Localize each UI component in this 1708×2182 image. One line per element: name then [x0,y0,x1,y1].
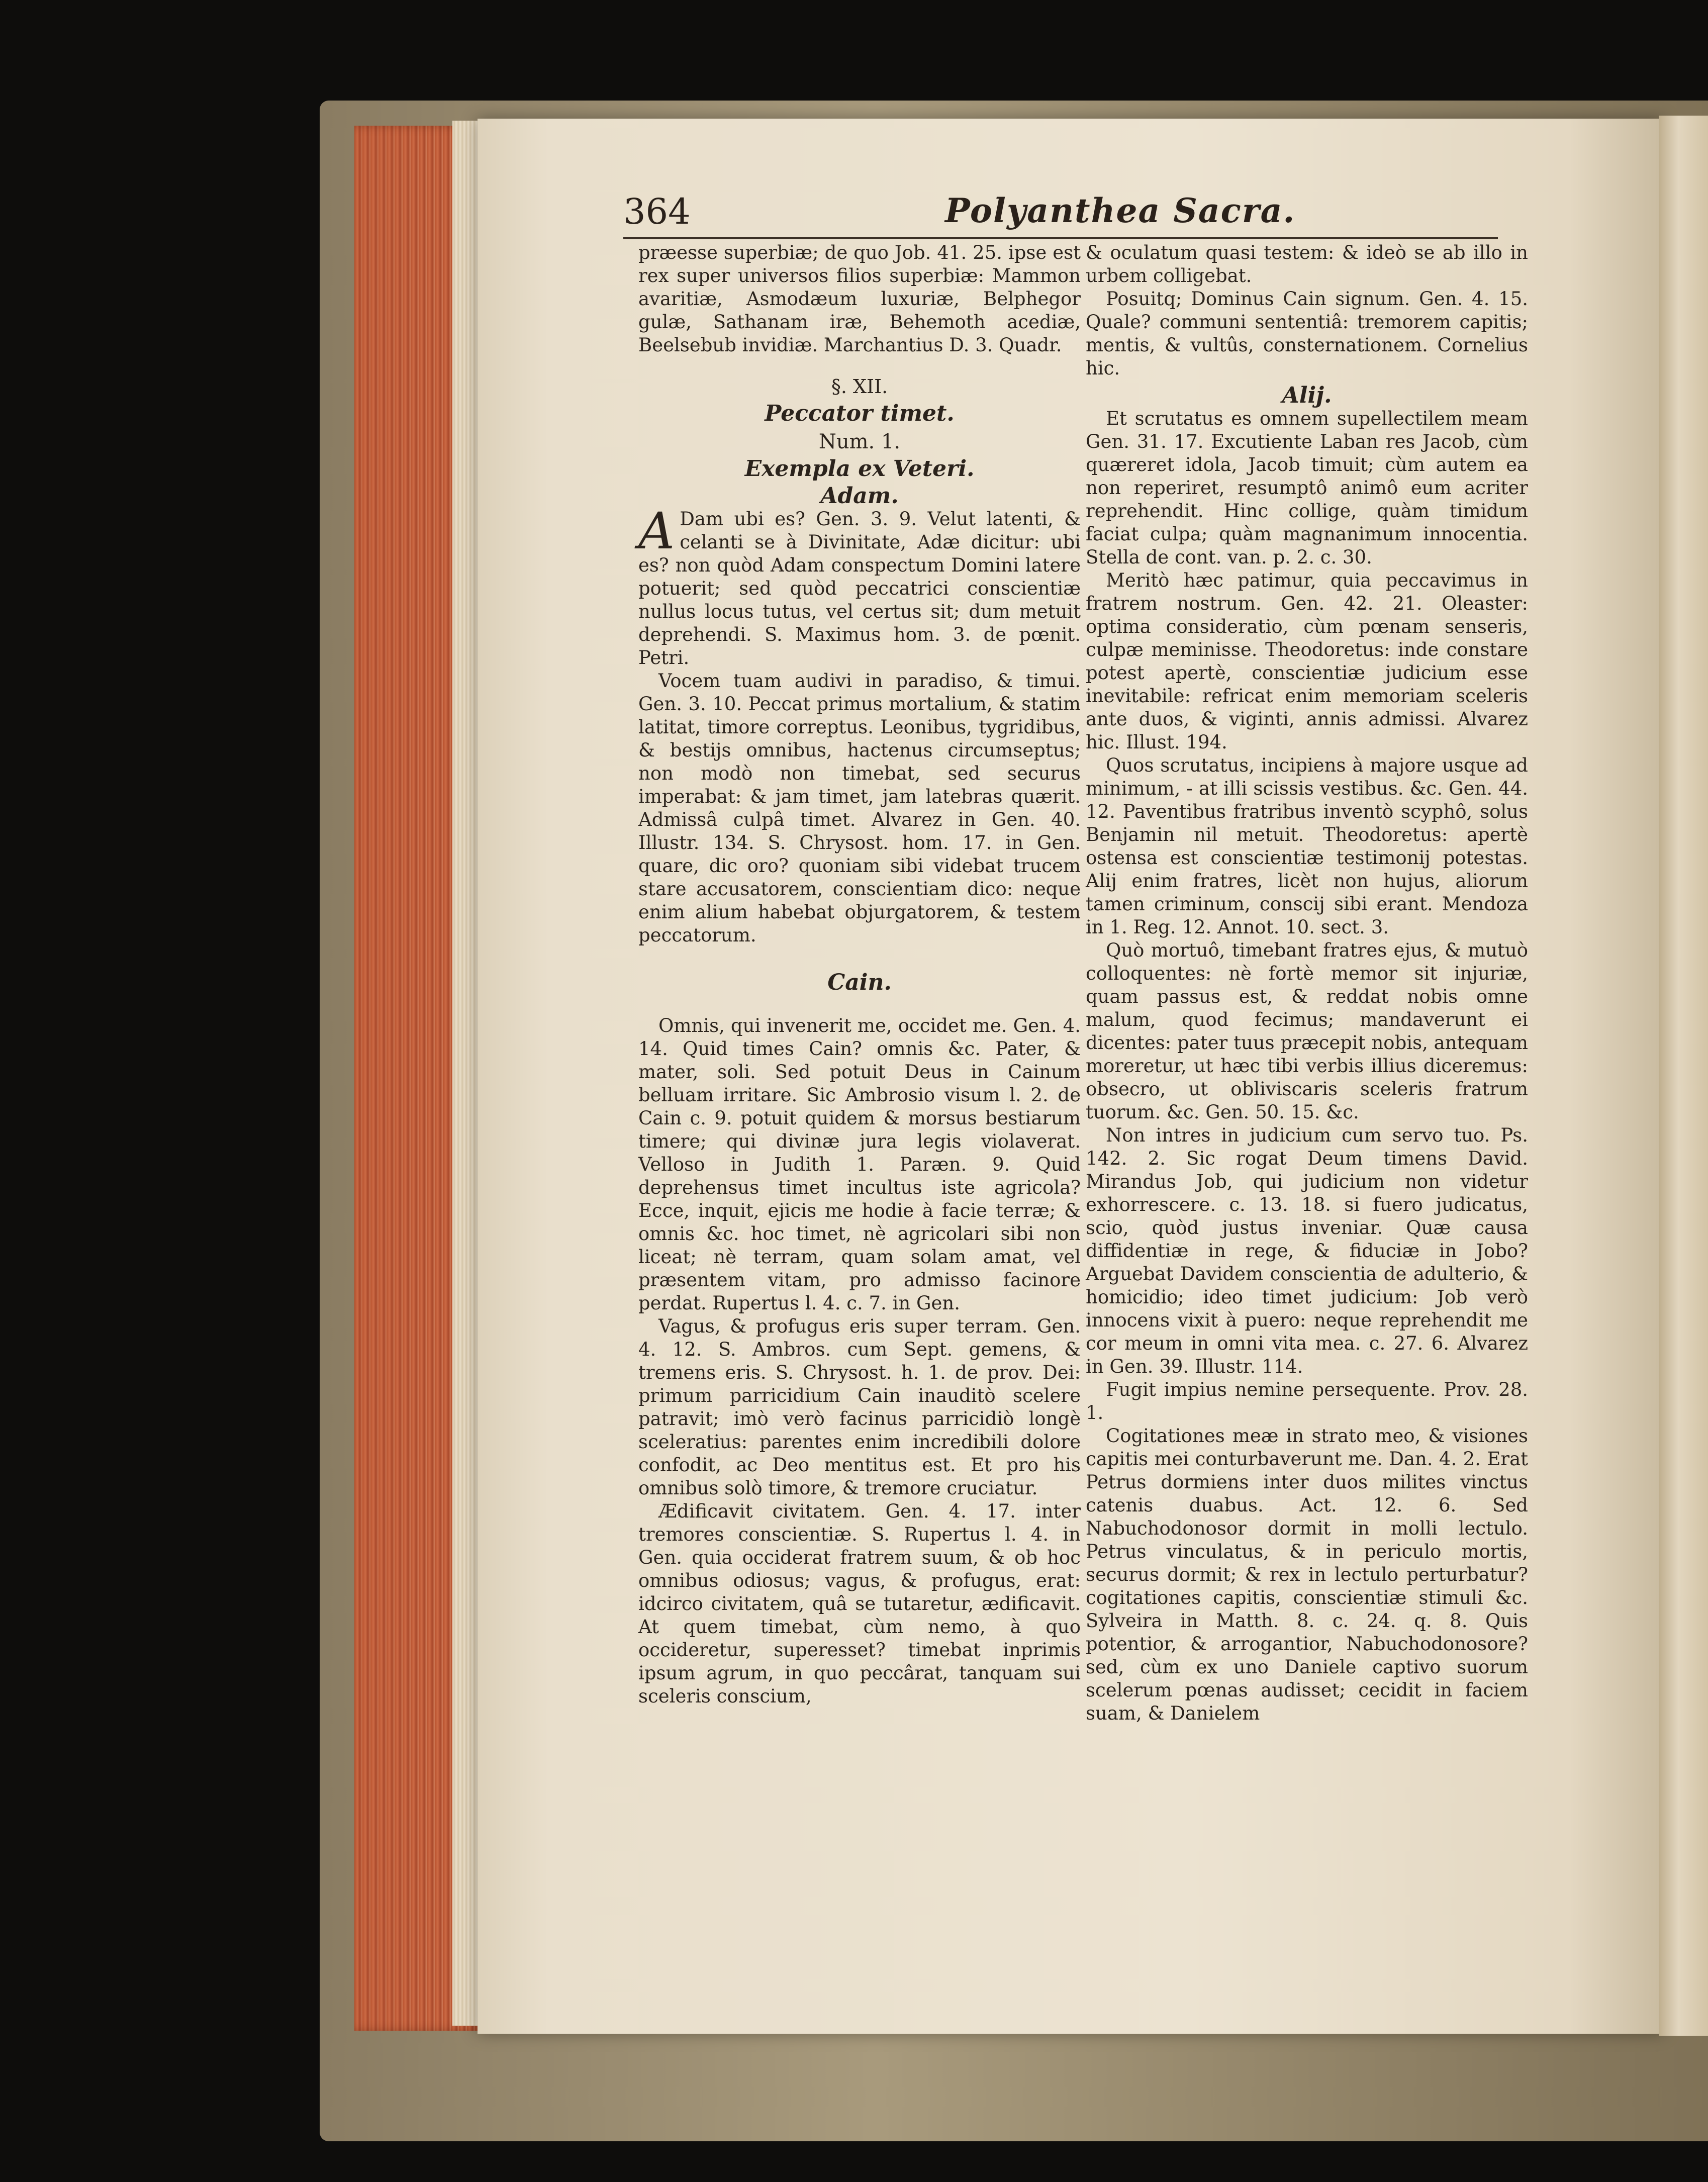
spacer [638,947,1081,967]
paragraph-text: Dam ubi es? Gen. 3. 9. Velut latenti, & celanti se à Divinitate, Adæ dicitur: ubi es? non quòd Adam conspectum Domini latere potuerit; sed quòd peccatrici conscientiæ nullus locus tutus, vel certus sit; dum metuit deprehendi. S. Maximus hom. 3. de pœnit. Petri. [638,508,1081,669]
subheading: Exempla ex Veteri. [744,456,975,482]
paragraph: Fugit impius nemine persequente. Prov. 28. 1. [1086,1379,1528,1424]
page-number: 364 [623,191,691,232]
paragraph: Et scrutatus es omnem supellectilem meam Gen. 31. 17. Excutiente Laban res Jacob, cùm quæreret idola, Jacob timuit; cùm autem ea non reperiret, resumptô animô eum acriter reprehendit. Hinc collige, quàm timidum faciat culpa; quàm magnanimum innocentia. Stella de cont. van. p. 2. c. 30. [1086,408,1528,568]
paragraph: Omnis, qui invenerit me, occidet me. Gen. 4. 14. Quid times Cain? omnis &c. Pater, & mater, soli. Sed potuit Deus in Cainum belluam irritare. Sic Ambrosio visum l. 2. de Cain c. 9. potuit quidem & morsus bestiarum timere; qui divinæ jura legis violaverat. Velloso in Judith 1. Paræn. 9. Quid deprehensus timet incultus iste agricola? Ecce, inquit, ejicis me hodie à facie terræ; & omnis &c. hoc timet, nè agricolari sibi non liceat; nè terram, quam solam amat, vel præsentem vitam, pro admisso facinore perdat. Rupertus l. 4. c. 7. in Gen. [638,1015,1081,1314]
paragraph: Ædificavit civitatem. Gen. 4. 17. inter tremores conscientiæ. S. Rupertus l. 4. in Gen. quia occiderat fratrem suum, & ob hoc omnibus odiosus; vagus, & profugus, erat: idcirco civitatem, quâ se tutaretur, ædificavit. At quem timebat, cùm nemo, à quo occideretur, superesset? timebat inprimis ipsum agrum, in quo peccârat, tanquam sui sceleris conscium, [638,1500,1081,1707]
number-heading: Num. 1. [818,430,901,453]
paragraph: Non intres in judicium cum servo tuo. Ps. 142. 2. Sic rogat Deum timens David. Mirandus Job, qui judicium non videtur exhorrescere. c. 13. 18. si fuero judicatus, scio, quòd justus inveniar. Quæ causa diffidentiæ in rege, & fiduciæ in Jobo? Arguebat Davidem conscientia de adulterio, & homicidio; ideo timet judicium: Job verò innocens vixit à puero: neque reprehendit me cor meum in omni vita mea. c. 27. 6. Alvarez in Gen. 39. Illustr. 114. [1086,1124,1528,1377]
section-title: Peccator timet. [765,401,955,426]
paragraph: Vagus, & profugus eris super terram. Gen. 4. 12. S. Ambros. cum Sept. gemens, & tremens eris. S. Chrysost. h. 1. de prov. Dei: primum parricidium Cain inauditò scelere patravit; imò verò facinus parricidiò longè sceleratius: parentes enim incredibili dolore confodit, ac Deo mentitus est. Et pro his omnibus solò timore, & tremore cruciatur. [638,1315,1081,1499]
spacer [638,994,1081,1014]
section-number: §. XII. [831,375,888,398]
facing-page-gutter [1659,116,1708,2036]
paragraph: Posuitq; Dominus Cain signum. Gen. 4. 15. Quale? communi sententiâ: tremorem capitis; mentis, & vultûs, consternationem. Cornelius hic. [1086,288,1528,379]
subheading-alij: Alij. [1282,383,1332,408]
head-rule [623,237,1498,239]
drop-cap: A [638,502,675,560]
paragraph: Cogitationes meæ in strato meo, & visiones capitis mei conturbaverunt me. Dan. 4. 2. Erat Petrus dormiens inter duos milites vinctus catenis duabus. Act. 12. 6. Sed Nabuchodonosor dormit in molli lectulo. Petrus vinculatus, & in periculo mortis, securus dormit; & rex in lectulo perturbatur? cogitationes capitis, conscientiæ stimuli &c. Sylveira in Matth. 8. c. 24. q. 8. Quis potentior, & arrogantior, Nabuchodonosore? sed, cùm ex uno Daniele captivo suorum scelerum pœnas audisset; cecidit in faciem suam, & Danielem [1086,1425,1528,1724]
right-column [1086,241,1528,1725]
paragraph: Vocem tuam audivi in paradiso, & timui. Gen. 3. 10. Peccat primus mortalium, & statim latitat, timore correptus. Leonibus, tygridibus, & bestijs omnibus, hactenus circumseptus; non modò non timebat, sed securus imperabat: & jam timet, jam latebras quærit. Admissâ culpâ timet. Alvarez in Gen. 40. Illustr. 134. S. Chrysost. hom. 17. in Gen. quare, dic oro? quoniam sibi videbat trucem stare accusatorem, conscientiam dico: neque enim alium habebat objurgatorem, & testem peccatorum. [638,670,1081,946]
paragraph: præesse superbiæ; de quo Job. 41. 25. ipse est rex super universos filios superbiæ: Mammon avaritiæ, Asmodæum luxuriæ, Belphegor gulæ, Sathanam iræ, Behemoth acediæ, Beelsebub invidiæ. Marchantius D. 3. Quadr. [638,242,1081,356]
paragraph [638,502,1081,670]
paragraph: Quò mortuô, timebant fratres ejus, & mutuò colloquentes: nè fortè memor sit injuriæ, quam passus est, & reddat nobis omne malum, quod fecimus; mandaverunt ei dicentes: pater tuus præcepit nobis, antequam moreretur, ut hæc tibi verbis illius diceremus: obsecro, ut obliviscaris sceleris fratrum tuorum. &c. Gen. 50. 15. &c. [1086,939,1528,1123]
left-column [638,241,1081,1708]
running-head [623,191,1513,236]
paragraph: Meritò hæc patimur, quia peccavimus in fratrem nostrum. Gen. 42. 21. Oleaster: optima consideratio, cùm pœnam senseris, culpæ meminisse. Theodoretus: inde constare potest apertè, conscientiæ judicium esse inevitabile: refricat enim memoriam sceleris ante duos, & viginti, annis admissi. Alvarez hic. Illust. 194. [1086,570,1528,753]
paragraph: & oculatum quasi testem: & ideò se ab illo in urbem colligebat. [1086,242,1528,287]
subheading-cain: Cain. [827,970,892,995]
paragraph: Quos scrutatus, incipiens à majore usque ad minimum, - at illi scissis vestibus. &c. Gen. 44. 12. Paventibus fratribus inventò scyphô, solus Benjamin nil metuit. Theodoretus: apertè ostensa est conscientiæ testimonij potestas. Alij enim fratres, licèt non hujus, aliorum tamen criminum, conscij sibi erant. Mendoza in 1. Reg. 12. Annot. 10. sect. 3. [1086,754,1528,938]
running-title: Polyanthea Sacra. [945,191,1296,230]
subheading-adam: Adam. [820,483,899,509]
